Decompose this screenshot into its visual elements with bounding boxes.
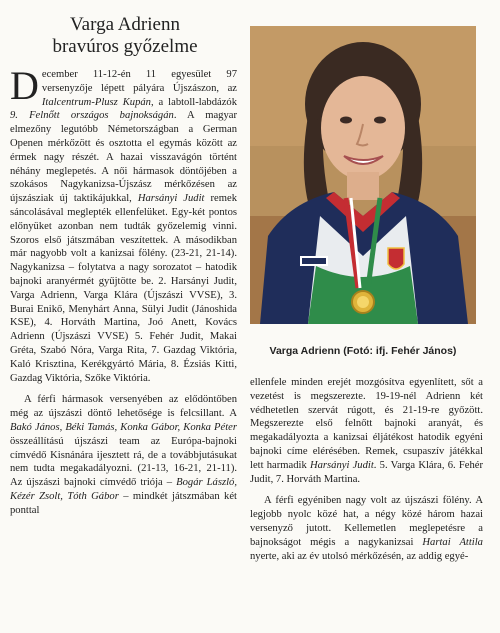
p4-text-a: A férfi egyéniben nagy volt az újszászi fölény. A legjobb nyolc közé hat, a négy közé három hazai versenyző jutott. Kellemetlen meglepetésre a bajnokságot mégis a nagykanizsai [250,495,483,548]
drop-cap: D [10,68,39,108]
p1-italic-name: Harsányi Judit [137,193,205,205]
photo-caption: Varga Adrienn (Fotó: ifj. Fehér János) [269,345,457,357]
paragraph-2 [10,393,237,517]
p2-text-a: A férfi hármasok versenyében az elődöntőben még az újszászi döntő lehetősége is felcsillant. A [10,394,237,420]
article-title [14,14,236,58]
p3-italic-name: Harsányi Judit [309,459,374,471]
title-line-1: Varga Adrienn [70,14,180,35]
p2-italic-trio: Bogár László, Kézér Zsolt, Tóth Gábor [10,477,237,502]
p2-text-c: – mindkét játszmában két ponttal [10,490,237,516]
p1-text-a: ecember 11-12-én 11 egyesület 97 versenyzője lépett pályára Újszászon, az [41,69,237,94]
portrait-photo [250,26,476,324]
p1-text-c: . A magyar elmezőny legutóbb Németországban a German Openen mérkőzött és osztotta el egymás között az érmek nagy részét. A hazai visszavágón történt néhány meglepetés. A női hármasok döntőjében a szokásos Nagykanizsa-Újszász mérkőzésen az újszásziak új taktikájukkal, [10,110,237,205]
p1-italic-championship: 9. Felnőtt országos bajnokságán [10,110,174,122]
p4-italic-name: Hartai Attila [422,536,483,548]
p3-text-a: ellenfele minden erejét mozgósítva egyenlített, sőt a vezetést is megszerezte. 19-19-nél Adrienn két védhetetlen szervát rúgott, és 21-19-re győzött. Megszerezte első felnőtt bajnoki aranyát, és megakadályozta a kanizsai éljátékost hatodik egyéni bajnoki címe elérésében. Remek, csupaszív játékkal lett harmadik [250,377,483,471]
p1-italic-event: Italcentrum-Plusz Kupán [41,96,151,108]
p2-italic-team: Bakó János, Béki Tamás, Konka Gábor, Konka Péter [10,421,237,433]
p1-text-b: , a labtoll-labdázók [150,96,237,108]
paragraph-1 [10,68,237,385]
title-line-2: bravúros győzelme [52,36,198,57]
p4-text-b: nyerte, aki az év utolsó mérkőzésén, az addig egyé- [250,550,469,562]
p1-text-d: remek sáncolásával meglepték ellenfelüket. Egy-két pontos előnyüket azonban nem tudták győzelemig vinni. Szoros első játszmában veszítettek. A másodikban már nagyobb volt a kanizsai fölény. (23-21, 21-14). Nagykanizsa – folytatva a nagy sorozatot – hatodik bajnoki aranyérmét gyűjtötte be. 2. Harsányi Judit, Varga Adrienn, Varga Klára (Újszászi VVSE), 3. Burai Enikő, Menyhárt Anna, Sülyi Judit (Jánoshida KSE), 4. Horváth Martina, Joó Anett, Kovács Adrienn (Újszászi VVSE) 5. Fehér Judit, Makai Gréta, Szabó Nóra, Varga Rita, 7. Gazdag Viktória, Kaló Krisztina, Kerékgyártó Mária, 8. Ézsiás Kitti, Gazdag Viktória, Szőke Viktória. [10,193,237,384]
p2-text-b: összeállítású újszászi team az Európa-bajnoki címvédő Kisnánára ijesztett rá, de a továbbjutásukat nem tudta megakadályozni. (21-13, 16-21, 21-11). Az újszászi bajnoki címvédő triója – [10,435,237,489]
left-column [10,68,237,633]
portrait-illustration [250,26,476,324]
paragraph-3 [250,376,483,486]
right-column [250,376,483,633]
paragraph-4 [250,494,483,563]
p3-text-b: . 5. Varga Klára, 6. Fehér Judit, 7. Horváth Martina. [250,459,483,485]
